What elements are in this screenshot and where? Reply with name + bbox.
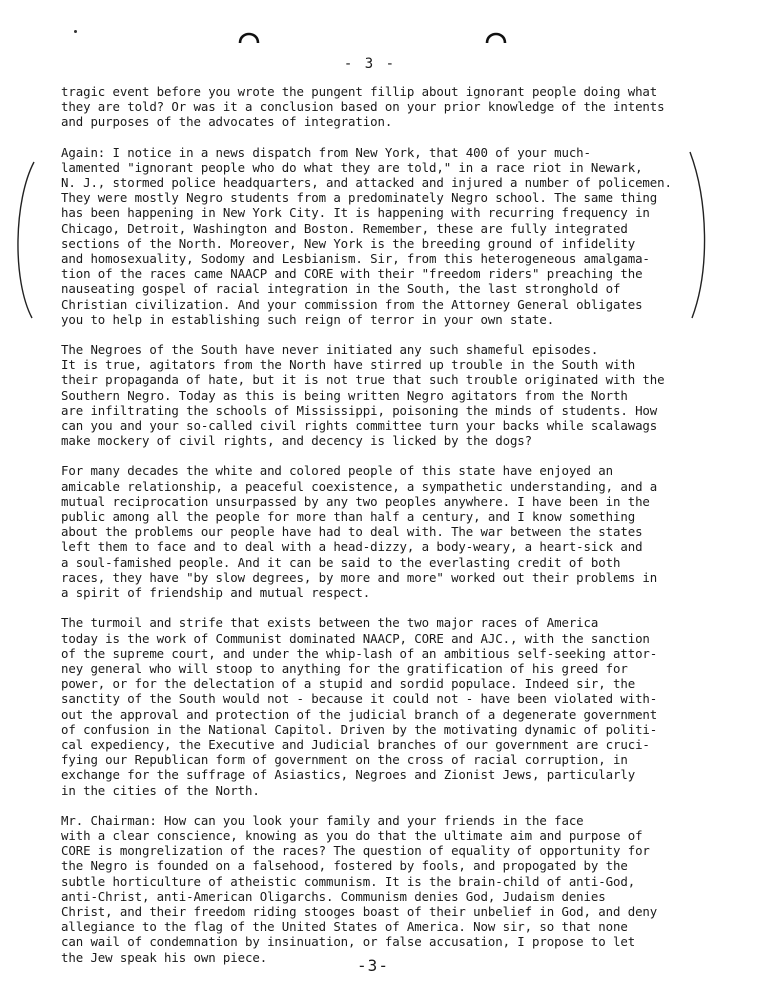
paragraph-mr-chairman: Mr. Chairman: How can you look your family and your friends in the face with a clear conscience, knowing as you do that the ultimate aim and purpose of CORE is mongrelization of the races? The question of equality of opportunity for the Negro is founded on a falsehood, fostered by fools, and propogated by the subtle horticulture of atheistic communism. It is the brain-child of anti-God, anti-Christ, anti-American Oligarchs. Communism denies God, Judaism denies Christ, and their freedom riding stooges boast of their unbelief in God, and deny allegiance to the flag of the United States of America. Now sir, so that none can wail of condemnation by insinuation, or false accusation, I propose to let the Jew speak his own piece. — [61, 812, 658, 965]
speck-mark — [74, 30, 77, 33]
paragraph-turmoil: The turmoil and strife that exists between the two major races of America today is the work of Communist dominated NAACP, CORE and AJC., with the sanction of the supreme court, and under the whip-lash of an ambitious self-seeking attor- ney general who will stoop to anything for the gratification of his greed for power, or for the delectation of a stupid and sordid populace. Indeed sir, the sanctity of the South would not - because it could not - have been violated with- out the approval and protection of the judicial branch of a degenerate government of confusion in the National Capitol. Driven by the motivating dynamic of politi- cal expediency, the Executive and Judicial branches of our government are cruci- fying our Republican form of government on the cross of racial corruption, in exchange for the suffrage of Asiastics, Negroes and Zionist Jews, particularly in the cities of the North. — [61, 615, 658, 798]
right-margin-bracket — [688, 150, 710, 320]
page-number-footer: -3- — [357, 956, 389, 975]
letter-body — [61, 84, 691, 965]
paragraph-again: Again: I notice in a news dispatch from New York, that 400 of your much- lamented "ignorant people who do what they are told," in a race riot in Newark, N. J., stormed police headquarters, and attacked and injured a number of policemen. They were mostly Negro students from a predominately Negro school. The same thing has been happening in New York City. It is happening with recurring frequency in Chicago, Detroit, Washington and Boston. Remember, these are fully integrated sections of the North. Moreover, New York is the breeding ground of infidelity and homosexuality, Sodomy and Lesbianism. Sir, from this heterogeneous amalgama- tion of the races came NAACP and CORE with their "freedom riders" preaching the nauseating gospel of racial integration in the South, the last stronghold of Christian civilization. And your commission from the Attorney General obligates you to help in establishing such reign of terror in your own state. — [61, 144, 672, 327]
paragraph-negroes-of-south: The Negroes of the South have never initiated any such shameful episodes. It is true, agitators from the North have stirred up trouble in the South with their propaganda of hate, but it is not true that such trouble originated with the Southern Negro. Today as this is being written Negro agitators from the North are infiltrating the schools of Mississippi, poisoning the minds of students. How can you and your so-called civil rights committee turn your backs while scalawags make mockery of civil rights, and decency is licked by the dogs? — [61, 342, 665, 449]
punch-hole-mark-left — [237, 28, 261, 44]
page-number-header: - 3 - — [343, 56, 397, 72]
paragraph-continuation: tragic event before you wrote the pungent fillip about ignorant people doing what they are told? Or was it a conclusion based on your prior knowledge of the intents and purposes of the advocates of integration. — [61, 84, 665, 130]
punch-hole-mark-right — [484, 28, 508, 44]
left-margin-bracket — [10, 160, 36, 320]
paragraph-many-decades: For many decades the white and colored people of this state have enjoyed an amicable relationship, a peaceful coexistence, a sympathetic understanding, and a mutual reciprocation unsurpassed by any two peoples anywhere. I have been in the public among all the people for more than half a century, and I know something about the problems our people have had to deal with. The war between the states left them to face and to deal with a head-dizzy, a body-weary, a heart-sick and a soul-famished people. And it can be said to the everlasting credit of both races, they have "by slow degrees, by more and more" worked out their problems in a spirit of friendship and mutual respect. — [61, 463, 658, 601]
